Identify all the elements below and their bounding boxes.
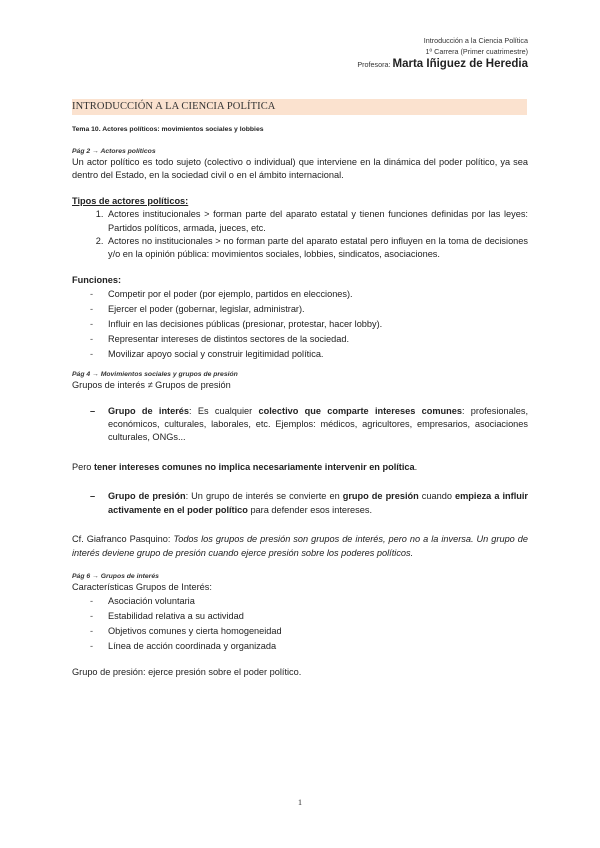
characteristics-list — [72, 594, 528, 654]
interest-group-definition — [72, 405, 528, 445]
pressure-group-summary: Grupo de presión: ejerce presión sobre el poder político. — [72, 667, 302, 678]
section-ref-interest-groups: Pág 6 → Grupos de interés — [72, 572, 159, 580]
title-banner — [72, 99, 527, 115]
section-ref-movements: Pág 4 → Movimientos sociales y grupos de presión — [72, 371, 238, 379]
page-number: 1 — [297, 797, 303, 807]
text-run: : profesionales, económicos, culturales, laborales, etc. Ejemplos: médicos, agricultores, empresarios, asociaciones culturales, ONGs... — [108, 405, 529, 443]
text-run: . — [414, 461, 418, 472]
quote-attribution: Cf. Giafranco Pasquino: — [72, 534, 174, 545]
course-year: 1º Carrera (Primer cuatrimestre) — [425, 47, 528, 56]
pasquino-quote — [72, 533, 528, 560]
text-run: para defender esos intereses. — [247, 504, 372, 515]
functions-list — [72, 287, 528, 362]
list-item: - Competir por el poder (por ejemplo, partidos en elecciones). — [90, 287, 528, 302]
professor-label: Profesora: — [357, 60, 391, 69]
list-item: - Asociación voluntaria — [90, 594, 528, 609]
interest-group-term: Grupo de interés — [108, 405, 190, 416]
document-body — [72, 126, 528, 680]
text-run-bold: colectivo que comparte intereses comunes — [258, 405, 462, 416]
professor-line — [357, 57, 528, 72]
list-item: - Línea de acción coordinada y organizada — [90, 639, 528, 654]
banner-title: INTRODUCCIÓN A LA CIENCIA POLÍTICA — [72, 101, 276, 112]
list-item: 2. Actores no institucionales > no forman parte del aparato estatal pero influyen en la toma de decisiones y/o en la opinión pública: movimientos sociales, lobbies, sindicatos, asociaciones. — [106, 235, 528, 262]
professor-name: Marta Iñiguez de Heredia — [392, 58, 528, 70]
list-item — [90, 405, 528, 445]
text-run-bold: grupo de presión — [342, 491, 419, 502]
list-item: - Ejercer el poder (gobernar, legislar, administrar). — [90, 302, 528, 317]
pressure-group-term: Grupo de presión — [108, 491, 186, 502]
text-run: : Un grupo de interés se convierte en — [185, 491, 343, 502]
text-run-bold: empieza a influir activamente en el poder político — [108, 491, 528, 515]
list-item: - Estabilidad relativa a su actividad — [90, 609, 528, 624]
list-item: - Representar intereses de distintos sectores de la sociedad. — [90, 332, 528, 347]
list-item — [90, 490, 528, 517]
quote-text: Todos los grupos de presión son grupos de interés, pero no a la inversa. Un grupo de interés deviene grupo de presión cuando ejerce presión sobre los poderes políticos. — [72, 534, 529, 558]
actor-definition: Un actor político es todo sujeto (colectivo o individual) que interviene en la dinámica del poder político, ya sea dentro del Estado, en la sociedad civil o en el ámbito internacional. — [72, 157, 528, 181]
section-ref-actors: Pág 2 → Actores políticos — [72, 148, 156, 155]
topic-title: Tema 10. Actores políticos: movimientos sociales y lobbies — [72, 126, 264, 133]
list-item: - Influir en las decisiones públicas (presionar, protestar, hacer lobby). — [90, 317, 528, 332]
list-item: - Objetivos comunes y cierta homogeneidad — [90, 624, 528, 639]
pressure-group-definition — [72, 490, 528, 517]
text-run: Pero — [72, 461, 94, 472]
functions-heading: Funciones: — [72, 274, 122, 285]
groups-intro: Grupos de interés ≠ Grupos de presión — [72, 380, 231, 391]
characteristics-heading: Características Grupos de Interés: — [72, 581, 212, 592]
politics-note — [72, 461, 528, 474]
list-item: - Movilizar apoyo social y construir legitimidad política. — [90, 347, 528, 362]
text-run-bold: tener intereses comunes no implica necesariamente intervenir en política — [93, 461, 415, 472]
text-run: : Es cualquier — [189, 405, 259, 416]
types-list — [72, 208, 528, 262]
text-run: cuando — [418, 491, 456, 502]
types-heading: Tipos de actores políticos: — [72, 195, 189, 206]
list-item: 1. Actores institucionales > forman parte del aparato estatal y tienen funciones definidas por las leyes: Partidos políticos, armada, jueces, etc. — [106, 208, 528, 235]
course-title: Introducción a la Ciencia Política — [423, 36, 528, 45]
page-header — [357, 35, 528, 72]
